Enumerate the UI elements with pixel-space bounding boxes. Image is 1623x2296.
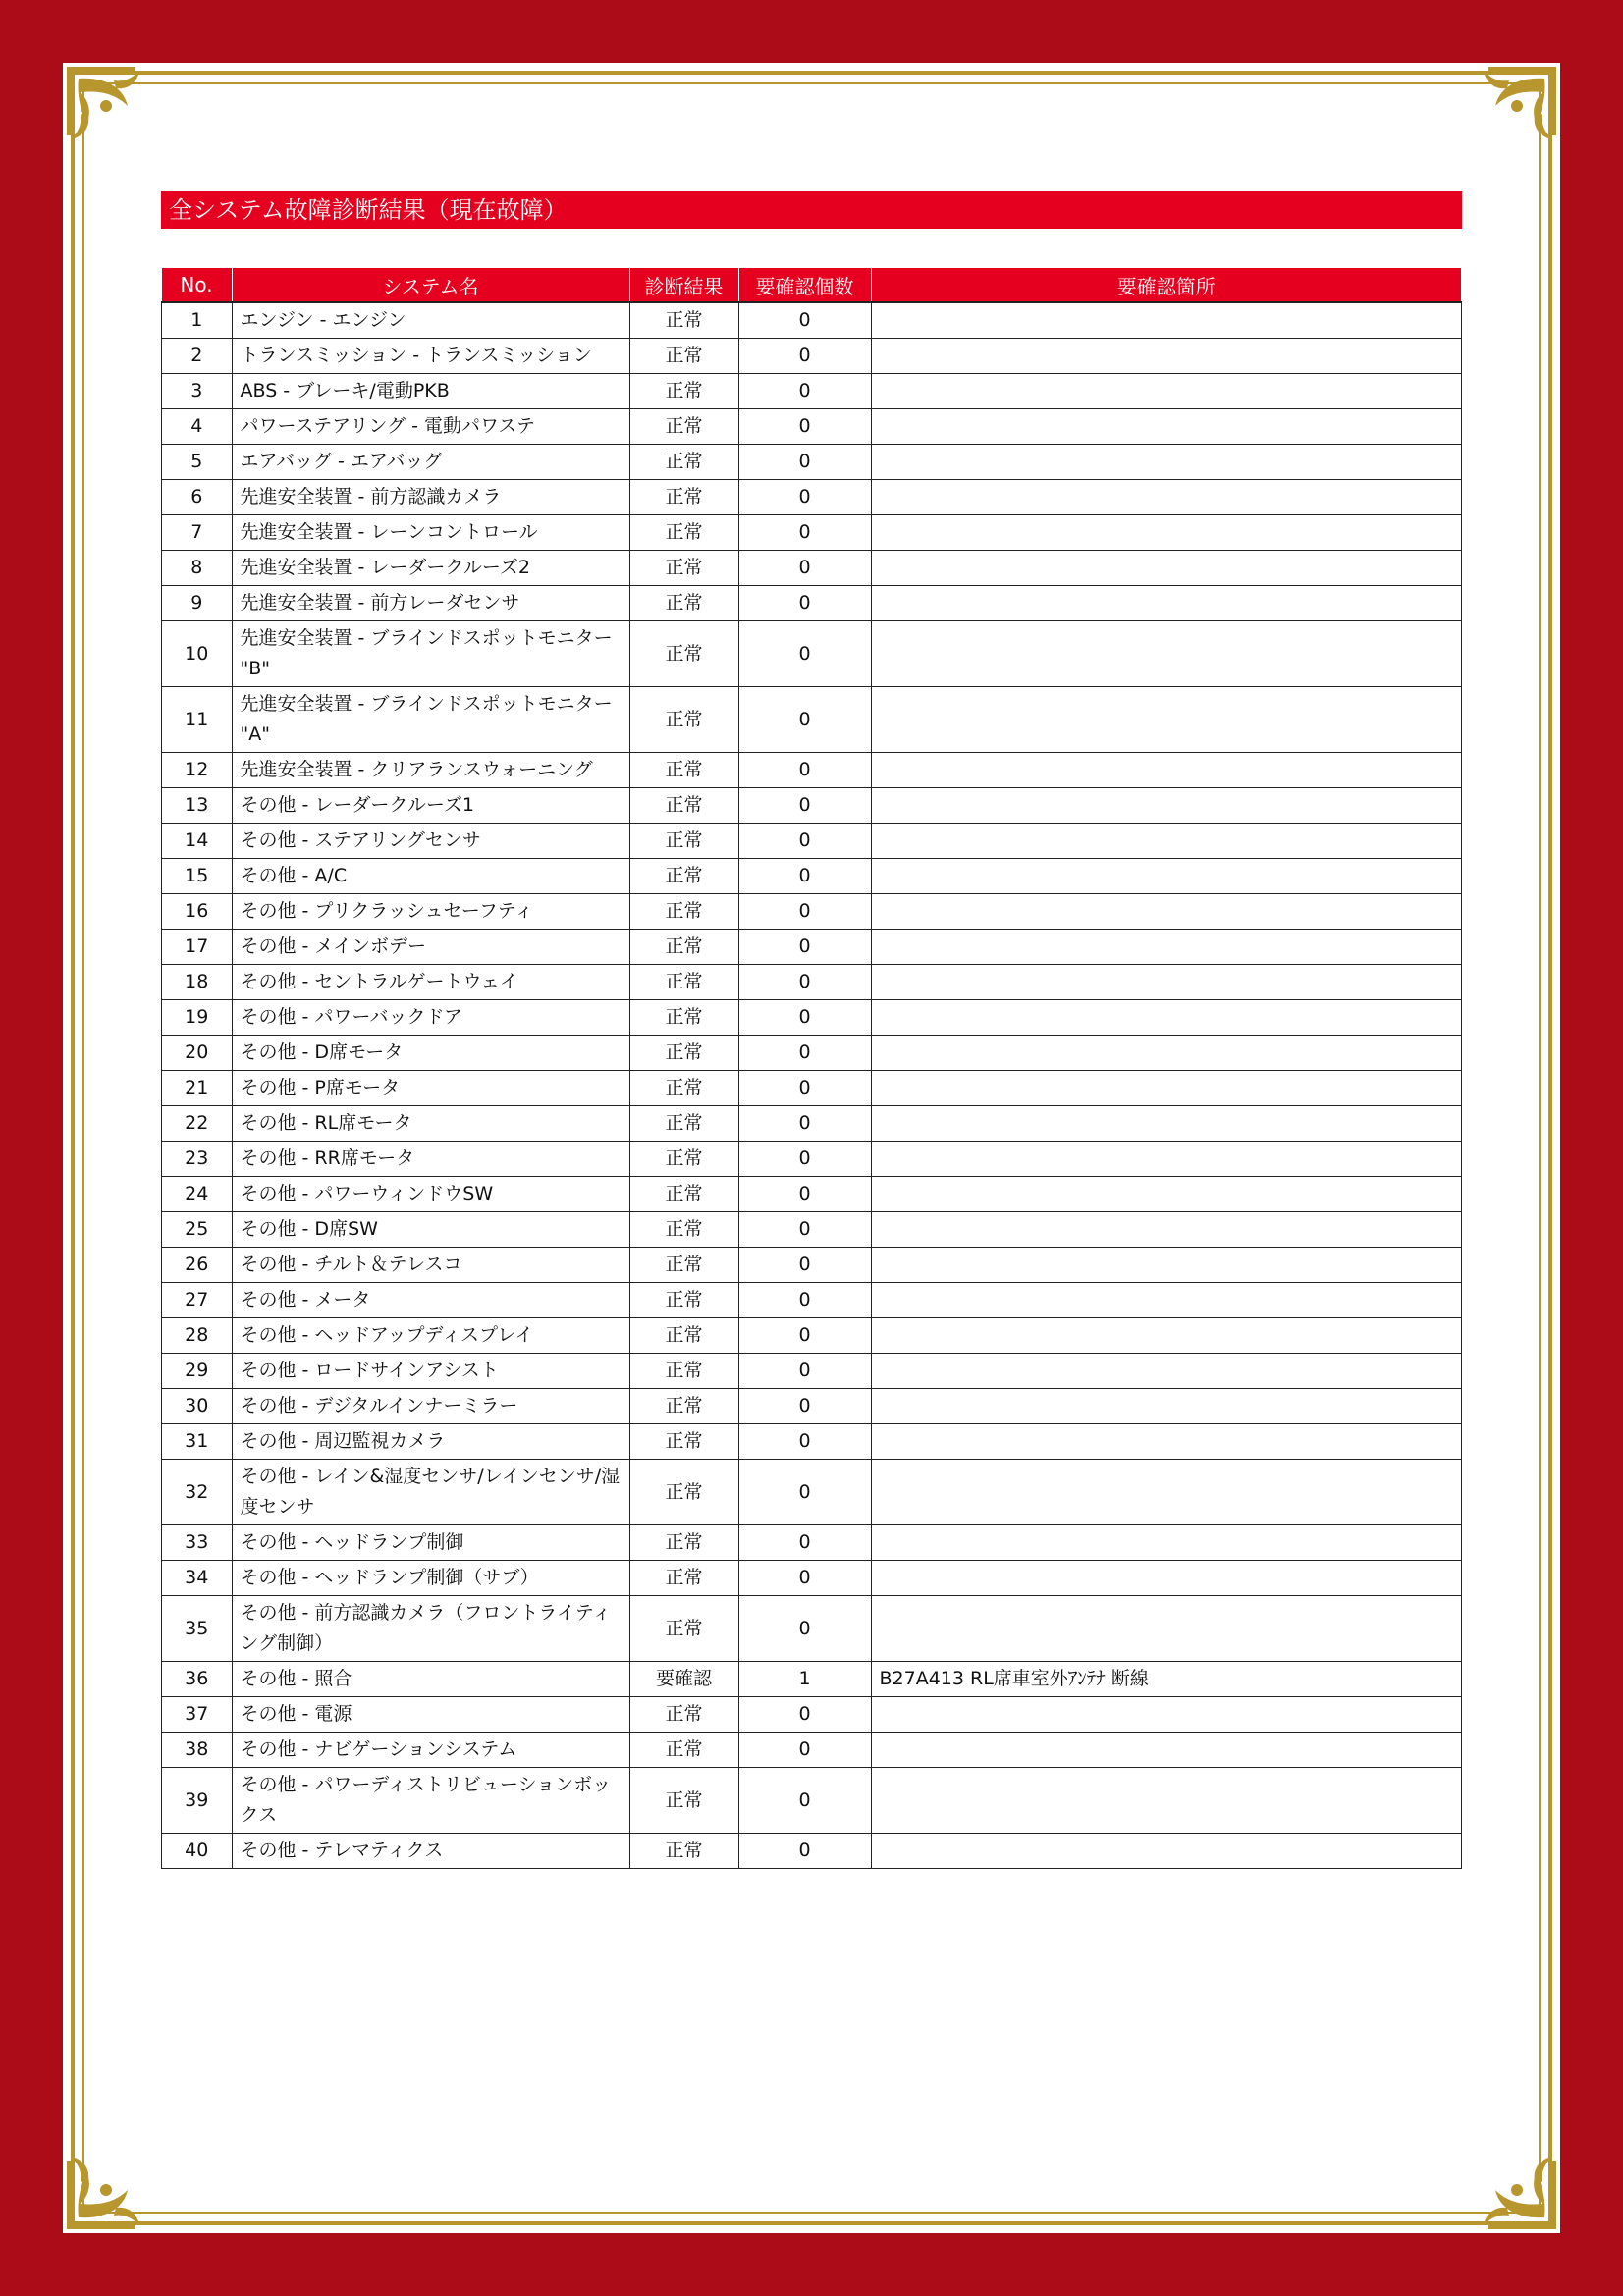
row-count: 0 — [738, 551, 871, 586]
row-system-name: その他 - メータ — [232, 1283, 629, 1318]
table-row — [162, 551, 1462, 586]
table-row — [162, 1283, 1462, 1318]
table-row — [162, 1389, 1462, 1424]
column-header-system-name: システム名 — [232, 268, 629, 302]
row-count: 0 — [738, 1354, 871, 1389]
row-system-name: その他 - ヘッドアップディスプレイ — [232, 1318, 629, 1354]
row-location — [871, 1212, 1462, 1248]
row-number: 14 — [162, 824, 233, 859]
row-number: 34 — [162, 1561, 233, 1596]
row-result: 正常 — [629, 1318, 738, 1354]
table-row — [162, 1768, 1462, 1834]
row-result: 正常 — [629, 753, 738, 788]
row-count: 0 — [738, 788, 871, 824]
row-system-name: エンジン - エンジン — [232, 302, 629, 339]
row-result: 正常 — [629, 687, 738, 753]
row-location — [871, 551, 1462, 586]
row-system-name: 先進安全装置 - 前方レーダセンサ — [232, 586, 629, 621]
row-count: 0 — [738, 1460, 871, 1525]
table-row — [162, 1318, 1462, 1354]
row-location — [871, 1036, 1462, 1071]
row-system-name: その他 - パワーディストリビューションボックス — [232, 1768, 629, 1834]
table-row — [162, 1525, 1462, 1561]
row-location — [871, 1283, 1462, 1318]
row-number: 33 — [162, 1525, 233, 1561]
table-row — [162, 480, 1462, 515]
row-system-name: 先進安全装置 - ブラインドスポットモニター "A" — [232, 687, 629, 753]
row-system-name: その他 - メインボデー — [232, 930, 629, 965]
corner-ornament-icon — [67, 2141, 155, 2229]
row-number: 17 — [162, 930, 233, 965]
row-result: 正常 — [629, 824, 738, 859]
row-count: 0 — [738, 1389, 871, 1424]
row-location — [871, 1354, 1462, 1389]
row-number: 9 — [162, 586, 233, 621]
row-result: 正常 — [629, 1000, 738, 1036]
table-body — [162, 302, 1462, 1869]
row-result: 正常 — [629, 1733, 738, 1768]
table-row — [162, 1177, 1462, 1212]
row-result: 正常 — [629, 1460, 738, 1525]
table-row — [162, 859, 1462, 894]
corner-ornament-icon — [1468, 2141, 1556, 2229]
row-count: 0 — [738, 1697, 871, 1733]
row-number: 16 — [162, 894, 233, 930]
row-location — [871, 1177, 1462, 1212]
row-system-name: その他 - 前方認識カメラ（フロントライティング制御） — [232, 1596, 629, 1662]
row-number: 8 — [162, 551, 233, 586]
row-number: 39 — [162, 1768, 233, 1834]
table-row — [162, 339, 1462, 374]
row-count: 0 — [738, 1733, 871, 1768]
row-system-name: その他 - パワーバックドア — [232, 1000, 629, 1036]
row-count: 0 — [738, 1424, 871, 1460]
row-location — [871, 1142, 1462, 1177]
row-system-name: 先進安全装置 - ブラインドスポットモニター "B" — [232, 621, 629, 687]
row-result: 正常 — [629, 1036, 738, 1071]
row-number: 5 — [162, 445, 233, 480]
table-row — [162, 1248, 1462, 1283]
row-count: 0 — [738, 1834, 871, 1869]
row-count: 0 — [738, 1212, 871, 1248]
table-row — [162, 1071, 1462, 1106]
table-row — [162, 1697, 1462, 1733]
row-count: 0 — [738, 1071, 871, 1106]
column-header-count: 要確認個数 — [738, 268, 871, 302]
column-header-no: No. — [162, 268, 233, 302]
row-result: 正常 — [629, 621, 738, 687]
row-location — [871, 339, 1462, 374]
row-location — [871, 480, 1462, 515]
row-count: 0 — [738, 1283, 871, 1318]
table-row — [162, 1662, 1462, 1697]
row-result: 正常 — [629, 930, 738, 965]
row-result: 正常 — [629, 480, 738, 515]
row-location — [871, 1248, 1462, 1283]
row-location: B27A413 RL席車室外ｱﾝﾃﾅ 断線 — [871, 1662, 1462, 1697]
row-system-name: その他 - 周辺監視カメラ — [232, 1424, 629, 1460]
row-count: 0 — [738, 687, 871, 753]
table-row — [162, 1036, 1462, 1071]
row-location — [871, 621, 1462, 687]
row-system-name: その他 - P席モータ — [232, 1071, 629, 1106]
row-count: 0 — [738, 894, 871, 930]
row-count: 0 — [738, 1596, 871, 1662]
row-number: 28 — [162, 1318, 233, 1354]
table-row — [162, 1424, 1462, 1460]
row-number: 26 — [162, 1248, 233, 1283]
row-location — [871, 1000, 1462, 1036]
row-number: 4 — [162, 409, 233, 445]
row-system-name: その他 - パワーウィンドウSW — [232, 1177, 629, 1212]
row-number: 13 — [162, 788, 233, 824]
row-result: 正常 — [629, 339, 738, 374]
row-number: 21 — [162, 1071, 233, 1106]
row-count: 0 — [738, 374, 871, 409]
row-number: 7 — [162, 515, 233, 551]
row-result: 正常 — [629, 894, 738, 930]
row-count: 0 — [738, 1525, 871, 1561]
table-row — [162, 894, 1462, 930]
table-row — [162, 1561, 1462, 1596]
corner-ornament-icon — [1468, 67, 1556, 155]
row-number: 23 — [162, 1142, 233, 1177]
table-row — [162, 1354, 1462, 1389]
row-system-name: その他 - ロードサインアシスト — [232, 1354, 629, 1389]
row-number: 31 — [162, 1424, 233, 1460]
row-number: 37 — [162, 1697, 233, 1733]
row-count: 0 — [738, 859, 871, 894]
row-location — [871, 753, 1462, 788]
row-count: 0 — [738, 515, 871, 551]
table-row — [162, 965, 1462, 1000]
row-count: 0 — [738, 1318, 871, 1354]
row-result: 正常 — [629, 965, 738, 1000]
row-system-name: その他 - ステアリングセンサ — [232, 824, 629, 859]
row-count: 0 — [738, 480, 871, 515]
row-result: 正常 — [629, 1283, 738, 1318]
row-number: 6 — [162, 480, 233, 515]
row-number: 30 — [162, 1389, 233, 1424]
row-result: 正常 — [629, 1248, 738, 1283]
row-location — [871, 788, 1462, 824]
row-system-name: パワーステアリング - 電動パワステ — [232, 409, 629, 445]
row-result: 正常 — [629, 1071, 738, 1106]
row-number: 32 — [162, 1460, 233, 1525]
table-row — [162, 302, 1462, 339]
row-result: 要確認 — [629, 1662, 738, 1697]
row-location — [871, 1525, 1462, 1561]
table-row — [162, 753, 1462, 788]
row-system-name: その他 - D席SW — [232, 1212, 629, 1248]
row-number: 35 — [162, 1596, 233, 1662]
table-row — [162, 409, 1462, 445]
row-location — [871, 1596, 1462, 1662]
row-system-name: トランスミッション - トランスミッション — [232, 339, 629, 374]
table-row — [162, 1142, 1462, 1177]
row-count: 0 — [738, 621, 871, 687]
row-system-name: その他 - テレマティクス — [232, 1834, 629, 1869]
table-row — [162, 687, 1462, 753]
row-system-name: その他 - デジタルインナーミラー — [232, 1389, 629, 1424]
row-location — [871, 1424, 1462, 1460]
row-result: 正常 — [629, 1177, 738, 1212]
row-result: 正常 — [629, 1768, 738, 1834]
row-count: 0 — [738, 1106, 871, 1142]
row-number: 36 — [162, 1662, 233, 1697]
row-system-name: その他 - RR席モータ — [232, 1142, 629, 1177]
row-result: 正常 — [629, 1561, 738, 1596]
row-system-name: その他 - レイン&湿度センサ/レインセンサ/湿度センサ — [232, 1460, 629, 1525]
row-system-name: 先進安全装置 - クリアランスウォーニング — [232, 753, 629, 788]
row-location — [871, 1389, 1462, 1424]
row-number: 22 — [162, 1106, 233, 1142]
row-result: 正常 — [629, 1834, 738, 1869]
row-result: 正常 — [629, 1389, 738, 1424]
row-system-name: エアバッグ - エアバッグ — [232, 445, 629, 480]
table-row — [162, 1596, 1462, 1662]
row-result: 正常 — [629, 1525, 738, 1561]
row-location — [871, 586, 1462, 621]
row-result: 正常 — [629, 409, 738, 445]
row-location — [871, 1697, 1462, 1733]
table-row — [162, 1212, 1462, 1248]
row-system-name: その他 - D席モータ — [232, 1036, 629, 1071]
row-location — [871, 374, 1462, 409]
row-number: 3 — [162, 374, 233, 409]
row-count: 0 — [738, 1142, 871, 1177]
row-system-name: その他 - 照合 — [232, 1662, 629, 1697]
row-result: 正常 — [629, 551, 738, 586]
row-count: 0 — [738, 1177, 871, 1212]
row-number: 10 — [162, 621, 233, 687]
row-count: 0 — [738, 445, 871, 480]
row-count: 0 — [738, 586, 871, 621]
row-system-name: その他 - ヘッドランプ制御 — [232, 1525, 629, 1561]
row-number: 2 — [162, 339, 233, 374]
table-row — [162, 1106, 1462, 1142]
row-location — [871, 824, 1462, 859]
table-row — [162, 1000, 1462, 1036]
row-location — [871, 302, 1462, 339]
table-header-row — [162, 268, 1462, 302]
row-result: 正常 — [629, 1424, 738, 1460]
row-location — [871, 930, 1462, 965]
row-system-name: ABS - ブレーキ/電動PKB — [232, 374, 629, 409]
table-row — [162, 1460, 1462, 1525]
row-result: 正常 — [629, 1596, 738, 1662]
row-number: 20 — [162, 1036, 233, 1071]
row-system-name: その他 - ヘッドランプ制御（サブ） — [232, 1561, 629, 1596]
row-number: 29 — [162, 1354, 233, 1389]
row-location — [871, 687, 1462, 753]
row-number: 27 — [162, 1283, 233, 1318]
row-location — [871, 1106, 1462, 1142]
row-count: 0 — [738, 1000, 871, 1036]
row-location — [871, 1561, 1462, 1596]
row-count: 0 — [738, 409, 871, 445]
row-location — [871, 445, 1462, 480]
row-location — [871, 1733, 1462, 1768]
table-row — [162, 374, 1462, 409]
table-row — [162, 515, 1462, 551]
row-location — [871, 1834, 1462, 1869]
row-count: 0 — [738, 302, 871, 339]
row-count: 0 — [738, 1036, 871, 1071]
row-count: 0 — [738, 1248, 871, 1283]
row-result: 正常 — [629, 1354, 738, 1389]
row-location — [871, 965, 1462, 1000]
row-location — [871, 1460, 1462, 1525]
row-location — [871, 894, 1462, 930]
row-count: 0 — [738, 339, 871, 374]
table-row — [162, 1733, 1462, 1768]
row-result: 正常 — [629, 586, 738, 621]
row-result: 正常 — [629, 1106, 738, 1142]
table-row — [162, 621, 1462, 687]
row-system-name: 先進安全装置 - レーダークルーズ2 — [232, 551, 629, 586]
table-row — [162, 930, 1462, 965]
row-result: 正常 — [629, 859, 738, 894]
row-system-name: その他 - チルト＆テレスコ — [232, 1248, 629, 1283]
table-row — [162, 1834, 1462, 1869]
row-count: 0 — [738, 1561, 871, 1596]
row-result: 正常 — [629, 374, 738, 409]
row-count: 0 — [738, 824, 871, 859]
row-system-name: 先進安全装置 - 前方認識カメラ — [232, 480, 629, 515]
row-number: 40 — [162, 1834, 233, 1869]
row-system-name: その他 - ナビゲーションシステム — [232, 1733, 629, 1768]
row-number: 19 — [162, 1000, 233, 1036]
row-result: 正常 — [629, 1697, 738, 1733]
column-header-location: 要確認箇所 — [871, 268, 1462, 302]
row-location — [871, 409, 1462, 445]
row-count: 0 — [738, 965, 871, 1000]
row-system-name: その他 - レーダークルーズ1 — [232, 788, 629, 824]
row-number: 15 — [162, 859, 233, 894]
table-row — [162, 445, 1462, 480]
row-number: 12 — [162, 753, 233, 788]
row-number: 38 — [162, 1733, 233, 1768]
row-number: 18 — [162, 965, 233, 1000]
table-row — [162, 586, 1462, 621]
row-result: 正常 — [629, 1142, 738, 1177]
row-location — [871, 1768, 1462, 1834]
row-number: 11 — [162, 687, 233, 753]
row-result: 正常 — [629, 445, 738, 480]
row-count: 0 — [738, 1768, 871, 1834]
row-location — [871, 1071, 1462, 1106]
row-system-name: その他 - プリクラッシュセーフティ — [232, 894, 629, 930]
row-count: 0 — [738, 753, 871, 788]
row-system-name: 先進安全装置 - レーンコントロール — [232, 515, 629, 551]
row-number: 1 — [162, 302, 233, 339]
row-location — [871, 515, 1462, 551]
row-system-name: その他 - セントラルゲートウェイ — [232, 965, 629, 1000]
report-title: 全システム故障診断結果（現在故障） — [161, 191, 1462, 229]
row-location — [871, 859, 1462, 894]
corner-ornament-icon — [67, 67, 155, 155]
row-system-name: その他 - 電源 — [232, 1697, 629, 1733]
row-system-name: その他 - RL席モータ — [232, 1106, 629, 1142]
row-result: 正常 — [629, 515, 738, 551]
row-system-name: その他 - A/C — [232, 859, 629, 894]
row-result: 正常 — [629, 788, 738, 824]
row-result: 正常 — [629, 1212, 738, 1248]
row-number: 25 — [162, 1212, 233, 1248]
row-number: 24 — [162, 1177, 233, 1212]
row-count: 0 — [738, 930, 871, 965]
diagnosis-table — [161, 268, 1462, 1869]
table-row — [162, 824, 1462, 859]
column-header-result: 診断結果 — [629, 268, 738, 302]
row-result: 正常 — [629, 302, 738, 339]
table-row — [162, 788, 1462, 824]
row-location — [871, 1318, 1462, 1354]
row-count: 1 — [738, 1662, 871, 1697]
